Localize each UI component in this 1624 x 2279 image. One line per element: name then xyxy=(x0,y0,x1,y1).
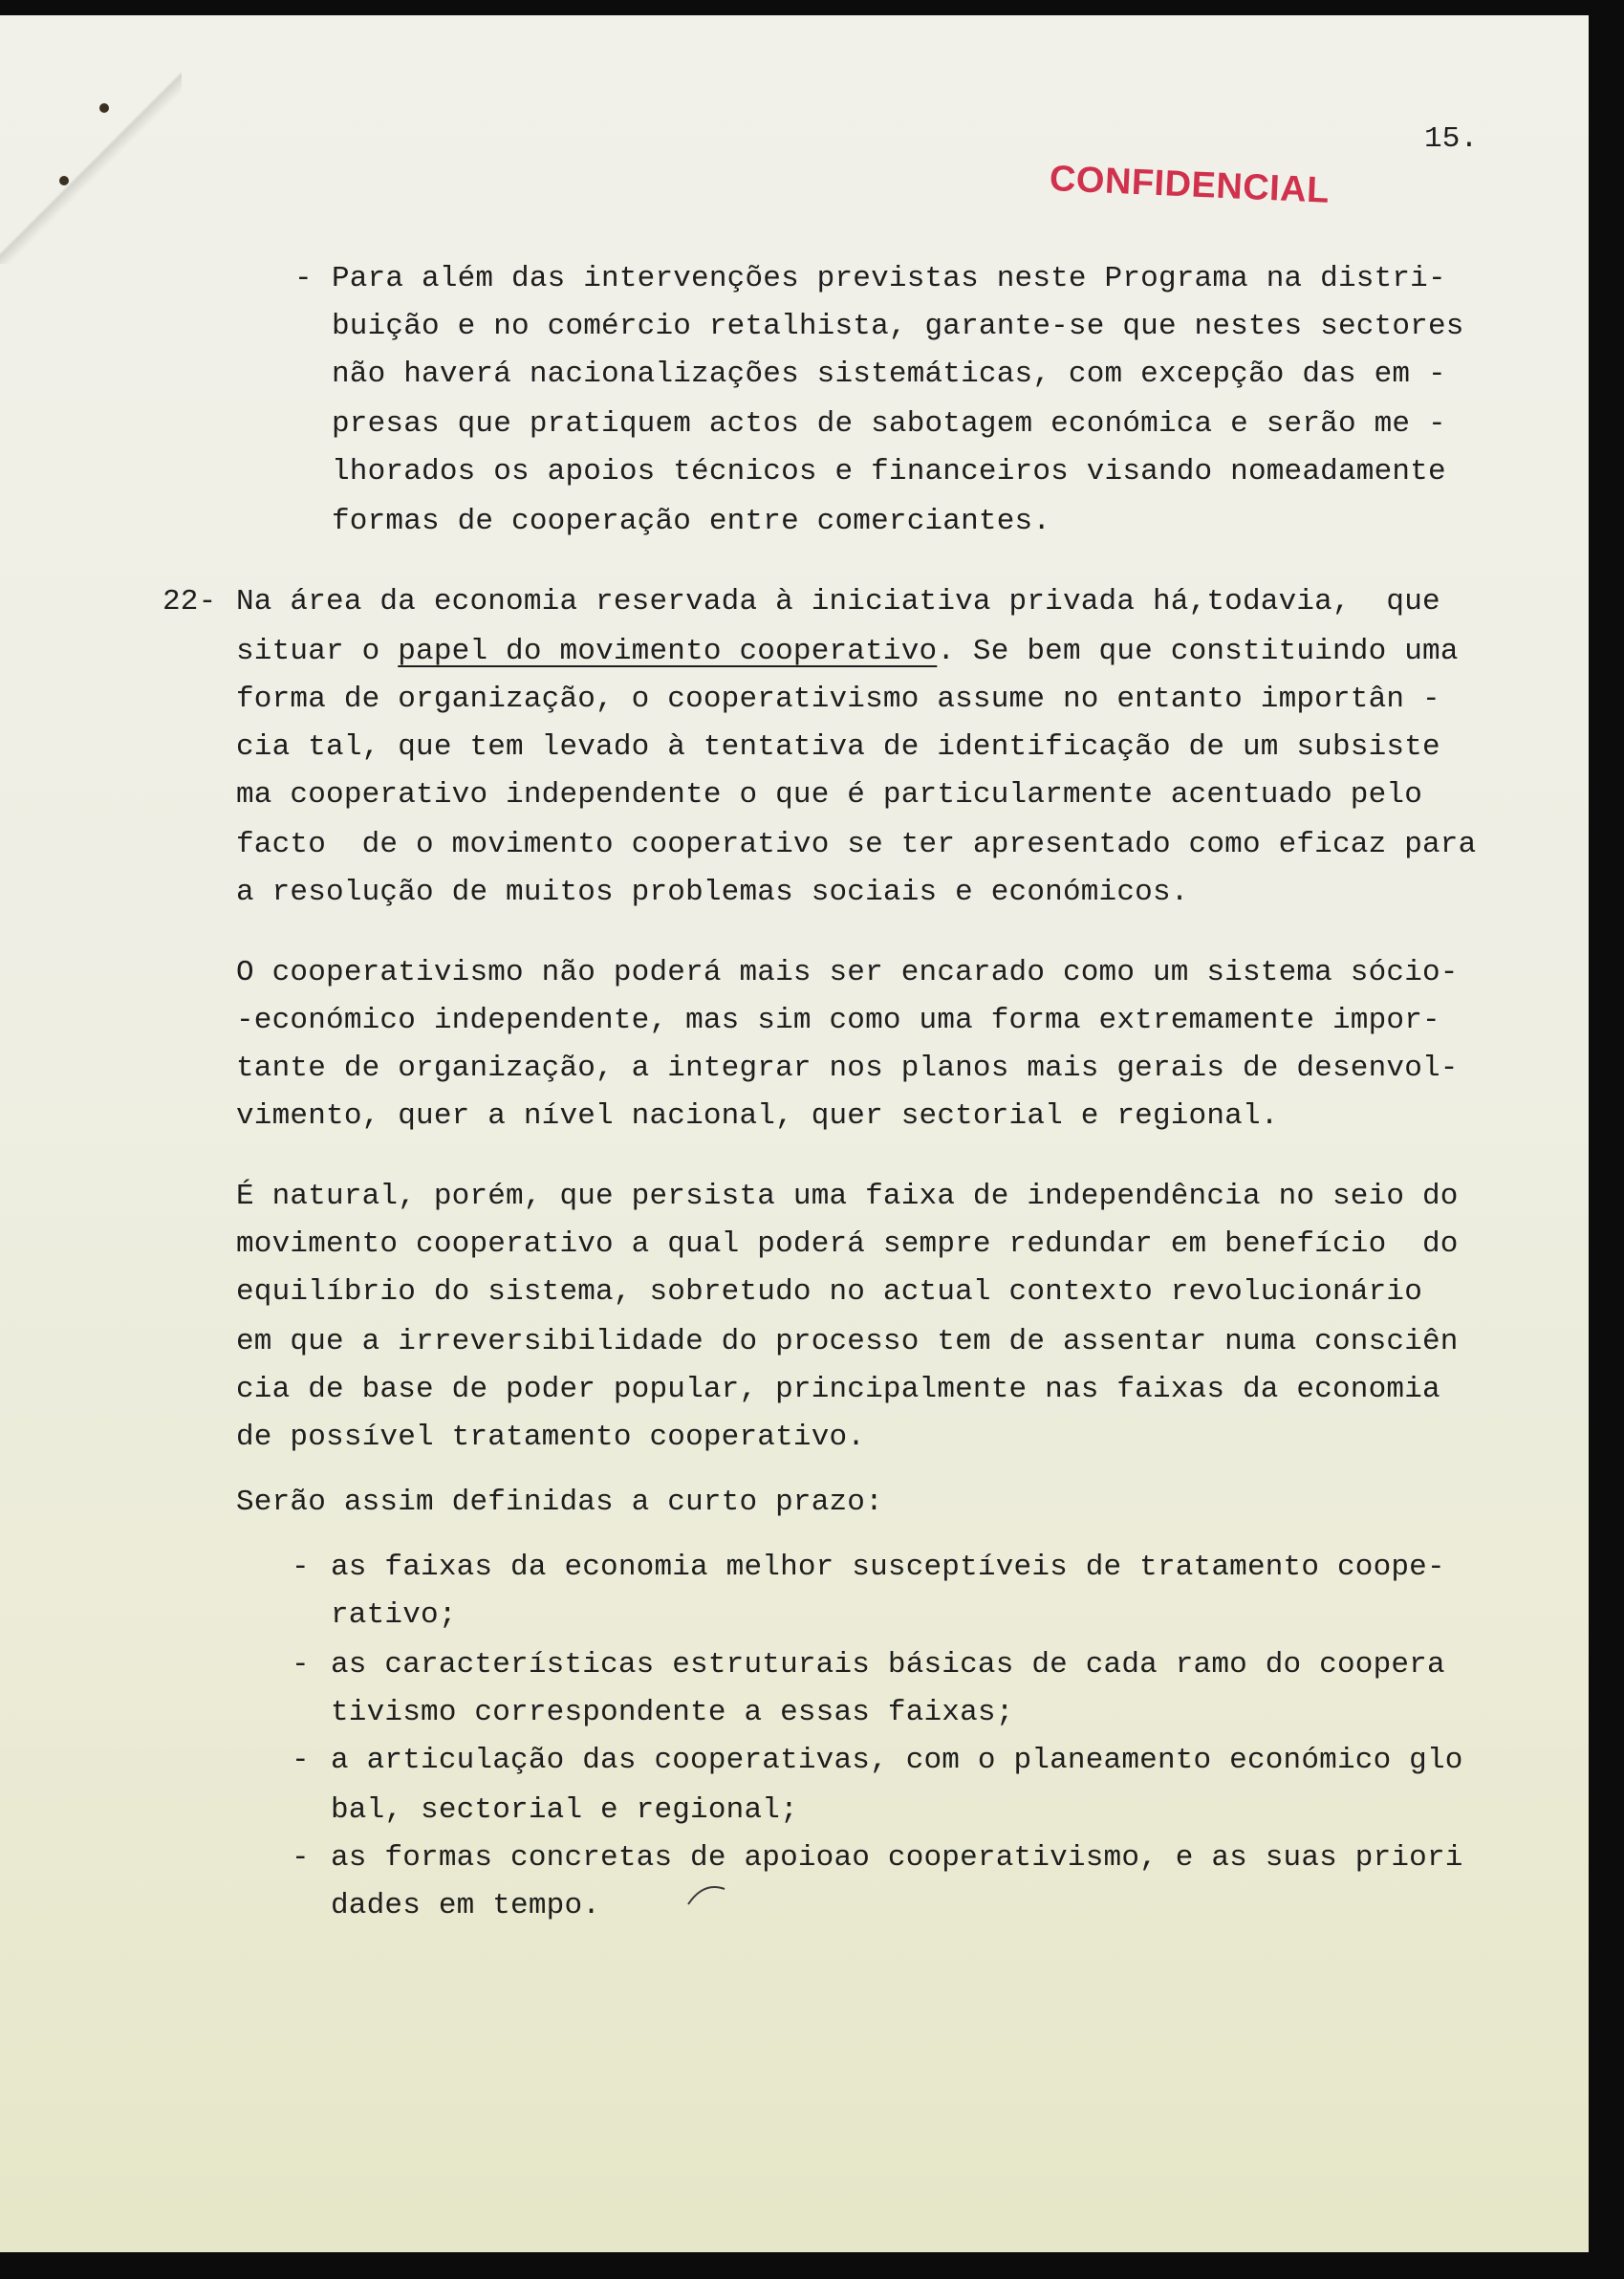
paragraph-line: cia de base de poder popular, principalmente nas faixas da economia xyxy=(236,1373,1440,1406)
paragraph-line: ma cooperativo independente o que é particularmente acentuado pelo xyxy=(236,778,1422,812)
paragraph-line: em que a irreversibilidade do processo tem de assentar numa consciên xyxy=(236,1325,1459,1358)
paragraph-line: facto de o movimento cooperativo se ter apresentado como eficaz para xyxy=(236,828,1477,861)
paragraph-line: É natural, porém, que persista uma faixa de independência no seio do xyxy=(236,1180,1459,1213)
list-line: tivismo correspondente a essas faixas; xyxy=(331,1696,1014,1729)
paragraph-line: Na área da economia reservada à iniciativa privada há,todavia, que xyxy=(236,585,1440,619)
bullet-dash: - xyxy=(294,262,313,295)
list-line: as características estruturais básicas de cada ramo do coopera xyxy=(331,1648,1445,1682)
intro-line: lhorados os apoios técnicos e financeiros visando nomeadamente xyxy=(332,455,1446,488)
text-run: situar o xyxy=(236,635,399,668)
staple-hole xyxy=(59,176,69,185)
paragraph-line: equilíbrio do sistema, sobretudo no actual contexto revolucionário xyxy=(236,1275,1422,1309)
list-line: rativo; xyxy=(331,1598,457,1632)
bullet-dash: - xyxy=(292,1744,310,1777)
paragraph-line: forma de organização, o cooperativismo assume no entanto importân - xyxy=(236,683,1440,716)
list-line: a articulação das cooperativas, com o planeamento económico glo xyxy=(331,1744,1463,1777)
list-line: dades em tempo. xyxy=(331,1889,601,1922)
paragraph-line: cia tal, que tem levado à tentativa de identificação de um subsiste xyxy=(236,730,1440,764)
folded-corner-shadow xyxy=(0,15,182,264)
list-line: as faixas da economia melhor susceptíveis de tratamento coope- xyxy=(331,1551,1445,1584)
intro-line: presas que pratiquem actos de sabotagem económica e serão me - xyxy=(332,407,1446,441)
intro-line: formas de cooperação entre comerciantes. xyxy=(332,505,1051,538)
intro-line: Para além das intervenções previstas neste Programa na distri- xyxy=(332,262,1446,295)
page-number: 15. xyxy=(1424,122,1479,156)
paragraph-line: O cooperativismo não poderá mais ser encarado como um sistema sócio- xyxy=(236,956,1459,989)
document-page xyxy=(0,15,1589,2252)
section-number: 22- xyxy=(162,585,217,619)
confidential-stamp: CONFIDENCIAL xyxy=(1049,159,1331,211)
paragraph-line: de possível tratamento cooperativo. xyxy=(236,1421,866,1454)
bullet-dash: - xyxy=(292,1551,310,1584)
intro-line: buição e no comércio retalhista, garante-se que nestes sectores xyxy=(332,310,1464,343)
staple-hole xyxy=(99,103,109,113)
underlined-phrase: papel do movimento cooperativo xyxy=(398,635,938,668)
paragraph-line: vimento, quer a nível nacional, quer sectorial e regional. xyxy=(236,1099,1279,1133)
bullet-dash: - xyxy=(292,1648,310,1682)
text-run: . Se bem que constituindo uma xyxy=(937,635,1459,668)
paragraph-4: Serão assim definidas a curto prazo: xyxy=(236,1486,883,1519)
paragraph-line xyxy=(236,635,1459,668)
paragraph-line: a resolução de muitos problemas sociais e económicos. xyxy=(236,876,1189,909)
paragraph-line: -económico independente, mas sim como uma forma extremamente impor- xyxy=(236,1004,1440,1037)
intro-line: não haverá nacionalizações sistemáticas, com excepção das em - xyxy=(332,358,1446,391)
paragraph-line: tante de organização, a integrar nos planos mais gerais de desenvol- xyxy=(236,1052,1459,1085)
list-line: bal, sectorial e regional; xyxy=(331,1793,798,1827)
list-line: as formas concretas de apoioao cooperativismo, e as suas priori xyxy=(331,1841,1463,1875)
bullet-dash: - xyxy=(292,1841,310,1875)
pen-mark xyxy=(686,1879,734,1908)
paragraph-line: movimento cooperativo a qual poderá sempre redundar em benefício do xyxy=(236,1227,1459,1261)
